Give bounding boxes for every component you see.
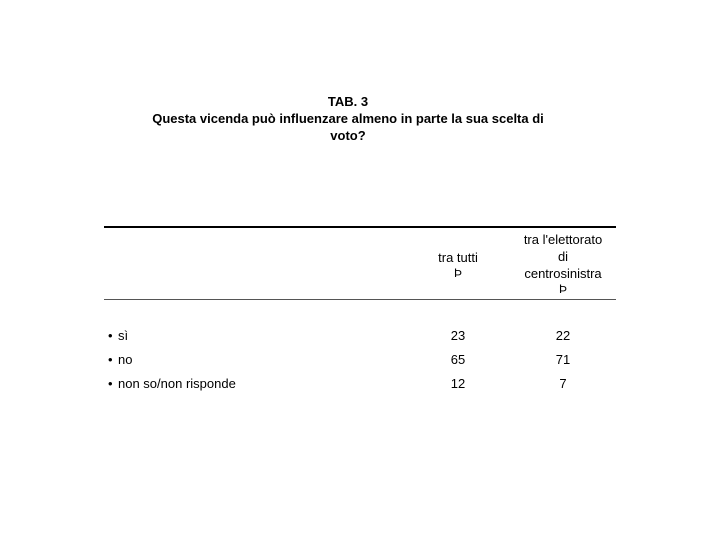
cell-centre-left: 71	[555, 352, 571, 367]
cell-all: 12	[450, 376, 466, 391]
table-row	[108, 375, 618, 393]
bullet-icon: •	[108, 376, 113, 391]
table-row	[108, 351, 618, 369]
column-header-centre-left-line-3: centrosinistra	[524, 266, 602, 281]
table-top-rule	[104, 226, 616, 228]
bullet-icon: •	[108, 352, 113, 367]
table-header-rule	[104, 299, 616, 300]
column-header-all	[418, 249, 498, 280]
bullet-icon: •	[108, 328, 113, 343]
column-header-centre-left	[508, 231, 618, 296]
table-title	[120, 93, 576, 144]
table-question-line-2: voto?	[330, 128, 366, 143]
row-label-text: no	[118, 352, 133, 367]
row-label-text: sì	[118, 328, 129, 343]
table-number: TAB. 3	[327, 94, 369, 109]
cell-all: 65	[450, 352, 466, 367]
column-header-centre-left-line-2: di	[557, 249, 569, 264]
row-label	[108, 327, 128, 345]
row-label-text: non so/non risponde	[118, 376, 236, 391]
table-row	[108, 327, 618, 345]
row-label	[108, 351, 132, 369]
table-question-line-1: Questa vicenda può influenzare almeno in parte la sua scelta di	[152, 111, 544, 126]
column-header-centre-left-marker: Þ	[558, 282, 567, 296]
cell-centre-left: 22	[555, 328, 571, 343]
cell-all: 23	[450, 328, 466, 343]
row-label	[108, 375, 236, 393]
column-header-centre-left-line-1: tra l'elettorato	[523, 232, 603, 247]
column-header-all-label: tra tutti	[438, 250, 478, 265]
cell-centre-left: 7	[559, 376, 567, 391]
column-header-all-marker: Þ	[453, 266, 462, 280]
